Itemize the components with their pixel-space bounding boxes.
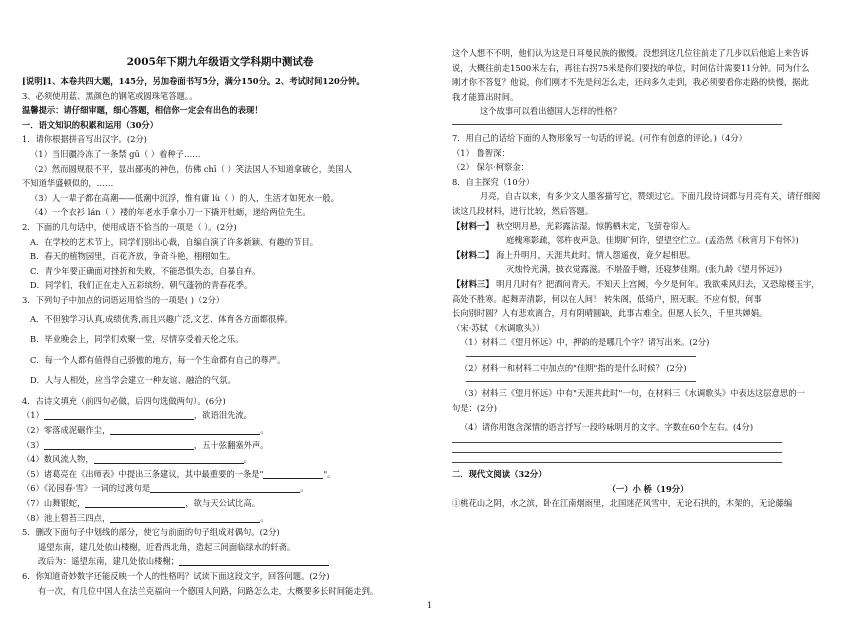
q3-b: B．毕业晚会上，同学们欢聚一堂，尽情享受着天伦之乐。	[30, 334, 244, 345]
material-1-b: 庭槐寒影疏，邻杵夜声急。佳期旷何许，望望空伫立。(孟浩然《秋宵月下有怀》)	[506, 235, 799, 246]
sub-q1: （1）材料二《望月怀远》中，押韵的是哪几个字？请写出来。(2分)	[460, 337, 710, 348]
story-line-2: 说，大概往前走1500米左右，再往右拐75米是你们要找的单位，时间估计需要11分钟。同为什么	[452, 62, 810, 73]
story-line-4: 我才能算出时间。	[452, 91, 519, 102]
q2-b: B．春天的植物园里，百花齐放，争奇斗艳，栩栩如生。	[30, 251, 236, 262]
answer-blank[interactable]	[110, 424, 260, 435]
exam-title: 2005年下期九年级语文学科期中测试卷	[126, 56, 314, 68]
q4-item-6: （6）《沁园春·雪》一词的过渡句是 。	[22, 483, 309, 494]
answer-blank[interactable]	[44, 409, 194, 420]
story-line-1: 这个人想不不明，他们认为这是日耳曼民族的傲慢。没想到这几位往前走了几步以后他追上来告诉	[452, 48, 809, 58]
section-2-heading: 二．现代文阅读（32分）	[452, 469, 547, 480]
q4-item-2: （2）零落成泥碾作尘， 。	[22, 425, 269, 436]
material-2-b: 灭烛怜光满，披衣觉露滋。不堪盈手赠，还寝梦佳期。(张九龄《望月怀远》)	[506, 264, 783, 275]
right-column	[452, 38, 844, 511]
material-3-b: 高处不胜寒。起舞弄清影，何以在人间！ 转朱阁，低绮户，照无眠。不应有恨，何事	[452, 293, 762, 304]
q4-item-3: （3） ，五十弦翻塞外声。	[22, 439, 269, 450]
answer-blank[interactable]	[110, 512, 260, 523]
q2-a: A．在学校的艺术节上，同学们别出心裁，自编自演了许多新颖、有趣的节目。	[30, 236, 319, 247]
answer-blank[interactable]	[85, 497, 185, 508]
answer-blank[interactable]	[44, 439, 194, 450]
material-1-a: 【材料一】 秋空明月悬，光彩露沾湿。惊鹊栖未定，飞萤卷帘入。	[452, 220, 696, 231]
answer-blank[interactable]	[94, 453, 244, 464]
answer-blank[interactable]	[179, 555, 329, 566]
q4-item-1: （1） ，欲语泪先流。	[22, 410, 252, 421]
note-line-1: [说明]1、本卷共四大题，145分，另加卷面书写5分，满分150分。2、考试时间120分钟。	[22, 76, 365, 86]
sub-q4: （4）请你用饱含深情的语言抒写一段吟咏明月的文字。字数在60个左右。(4分)	[460, 421, 754, 432]
q1-4: （4）一个衣衫 lán（ ）褛的年老水手拿小刀一下撬开牡蛎，递给两位先生。	[30, 207, 311, 218]
q4-item-8: （8）池上碧苔三四点， 。	[22, 512, 269, 523]
answer-blank[interactable]	[263, 468, 323, 479]
q6: 6．你知道奇妙数字还能反映一个人的性格吗？试读下面这段文字，回答问题。(2分)	[22, 571, 330, 581]
material-3-c: 长向别时圆？人有悲欢离合，月有阴晴圆缺，此事古难全。但愿人长久，千里共婵娟。	[452, 308, 768, 319]
q2: 2．下面的几句话中，使用成语不恰当的一项是（ ）。(2分)	[22, 221, 237, 232]
page-number: 1	[427, 601, 433, 610]
story-question: 这个故事可以看出德国人怎样的性格？	[480, 106, 622, 117]
sub-q3: （3）材料三《望月怀远》中有"天涯共此时"一句，在材料三《水调歌头》中表达这层意思的一	[460, 388, 805, 399]
q1-2b: 不知道华盛顿似的，……	[22, 178, 114, 189]
q7-2: （2） 保尔·柯察金：	[452, 162, 529, 173]
material-2-a: 【材料二】 海上升明月，天涯共此时。情人怨遥夜，竟夕起相思。	[452, 249, 696, 260]
q3-d: D．人与人相处，应当学会建立一种友谊、融洽的气氛。	[30, 375, 236, 386]
q4-item-7: （7）山舞银蛇， ，欲与天公试比高。	[22, 498, 261, 509]
q4: 4．古诗文填充（前四句必做，后四句选做两句）。(6分)	[22, 395, 226, 406]
q1-2: （2）然而圆规很不平，显出鄙夷的神色，仿佛 chī（ ）笑法国人不知道拿破仑，美国人	[30, 163, 352, 174]
section-1-heading: 一．语文知识的积累和运用（30分）	[22, 119, 159, 130]
q6-a: 有一次，有几位中国人在法兰克福向一个德国人问路，问路怎么走，大概要多长时间能走到。	[38, 585, 379, 596]
q1: 1．请你根据拼音写出汉字。(2分)	[22, 134, 147, 145]
material-3-d: （宋·苏轼 《水调歌头》）	[452, 322, 545, 333]
q3: 3．下列句子中加点的词语运用恰当的一项是( )（2分）	[22, 294, 225, 305]
q1-3: （3）人一辈子都在高潮——低潮中沉浮，惟有庸 lù（ ）的人，生活才如死水一般。	[30, 192, 339, 203]
q8-intro-1: 月亮，自古以来，有多少文人墨客描写它，赞颂过它。下面几段诗词都与月亮有关，请仔细阅	[480, 191, 821, 202]
q7: 7．用自己的话给下面的人物形象写一句话的评说。(可作有创意的评论。)（4分）	[452, 132, 747, 143]
q1-1: （1）当旧疆冷冻了一条禁 gū（ ）着种子……	[30, 148, 201, 159]
q7-1: （1） 鲁智深：	[452, 147, 510, 158]
reminder: 温馨提示：请仔细审题，细心答题，相信你一定会有出色的表现！	[22, 105, 263, 116]
story-line-3: 刚才你不答复？他说，你们刚才不先是问怎么走，还问多久走到，我必须要看你走路的快慢，据此	[452, 77, 809, 88]
q5: 5．删改下面句子中划线的部分，使它与前面的句子组成对偶句。(2分)	[22, 527, 280, 538]
sub-q3b: 句是：(2分)	[452, 403, 497, 414]
q8: 8．自主探究（10分）	[452, 176, 535, 187]
q2-c: C．青少年要正确面对挫折和失败，不能恐惧失态，自暴自弃。	[30, 265, 261, 276]
sub-q2: （2）材料一和材料二中加点的"佳期"指的是什么时候？ (2分)	[460, 362, 687, 373]
q8-intro-2: 读这几段材料，进行比较，然后答题。	[452, 205, 594, 216]
answer-blank[interactable]	[150, 482, 300, 493]
passage-title: （一）小 桥（19分）	[607, 483, 689, 494]
note-line-2: 3、必须使用蓝、黑颜色的钢笔或圆珠笔答题。。	[22, 90, 198, 101]
passage-line-1: ①桃花山之阴，水之滨，卧在江南烟雨里，北国迷茫风雪中，无论石拱的，木架的，无论藤编	[452, 498, 793, 509]
q4-item-4: （4）数风流人物， 。	[22, 454, 252, 465]
q2-d: D．同学们，我们正在走入五彩缤纷、朝气蓬勃的青春花季。	[30, 280, 253, 291]
material-3-a: 【材料三】 明月几时有？把酒问青天。不知天上宫阙，今夕是何年。我欲乘风归去，又恐琼楼玉宇，	[452, 278, 820, 289]
q4-item-5: （5）诸葛亮在《出师表》中提出三条建议，其中最重要的一条是" "。	[22, 468, 336, 479]
q3-c: C．每一个人都有值得自己骄傲的地方，每一个生命都有自己的尊严。	[30, 354, 286, 365]
q5-a: 遥望东南，建几处依山楼榭，近看西北角，造起三间面临绿水的轩斋。	[38, 541, 296, 552]
q5-b: 改后为：遥望东南，建几处依山楼榭；	[22, 554, 418, 569]
left-column	[22, 52, 418, 598]
q3-a: A．不但独学习认真,成绩优秀,而且兴趣广泛,文艺、体育各方面都很棒。	[30, 313, 293, 324]
